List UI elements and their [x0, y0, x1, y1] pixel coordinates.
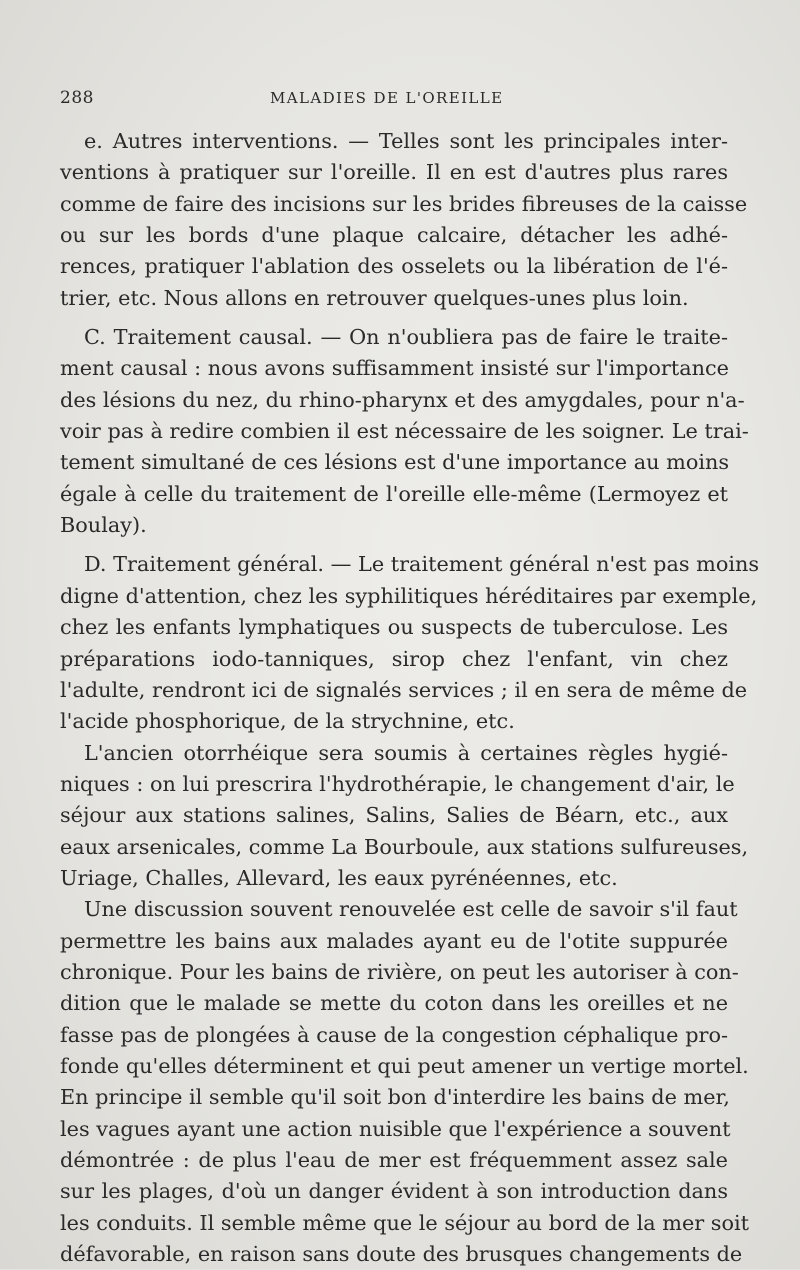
text-line: fonde qu'elles déterminent et qui peut amener un vertige mortel.	[60, 1053, 749, 1078]
text-line: Uriage, Challes, Allevard, les eaux pyrénéennes, etc.	[60, 865, 618, 890]
text-line: eaux arsenicales, comme La Bourboule, aux stations sulfureuses,	[60, 834, 749, 859]
text-line: niques : on lui prescrira l'hydrothérapie, le changement d'air, le	[60, 771, 735, 796]
text-line: fasse pas de plongées à cause de la congestion céphalique pro-	[60, 1022, 728, 1047]
text-line: Une discussion souvent renouvelée est celle de savoir s'il faut	[84, 897, 738, 922]
paragraph-traitement-causal	[60, 322, 749, 541]
text-line: défavorable, en raison sans doute des brusques changements de	[60, 1242, 743, 1267]
text-line: séjour aux stations salines, Salins, Salies de Béarn, etc., aux	[60, 803, 728, 828]
text-line: comme de faire des incisions sur les brides fibreuses de la caisse	[60, 191, 748, 216]
text-line: chronique. Pour les bains de rivière, on peut les autoriser à con-	[60, 959, 739, 984]
text-line: préparations iodo-tanniques, sirop chez l'enfant, vin chez	[60, 646, 728, 671]
text-line: égale à celle du traitement de l'oreille elle-même (Lermoyez et	[60, 481, 728, 506]
text-line: e. Autres interventions. — Telles sont les principales inter-	[84, 129, 728, 153]
paragraph-autres-interventions	[60, 126, 748, 314]
text-line: tement simultané de ces lésions est d'une importance au moins	[60, 450, 730, 475]
running-title: MALADIES DE L'OREILLE	[270, 89, 504, 107]
text-line: L'ancien otorrhéique sera soumis à certaines règles hygié-	[84, 740, 728, 765]
text-line: C. Traitement causal. — On n'oubliera pas de faire le traite-	[84, 325, 728, 350]
text-line: rences, pratiquer l'ablation des osselets ou la libération de l'é-	[60, 254, 728, 279]
paragraph-bains	[60, 894, 750, 1270]
text-line: des lésions du nez, du rhino-pharynx et des amygdales, pour n'a-	[60, 387, 745, 412]
text-line: ou sur les bords d'une plaque calcaire, détacher les adhé-	[60, 223, 728, 248]
text-line: dition que le malade se mette du coton dans les oreilles et ne	[60, 991, 728, 1016]
running-header	[60, 88, 728, 112]
page-number: 288	[60, 88, 94, 108]
text-line: les conduits. Il semble même que le séjour au bord de la mer soit	[60, 1210, 750, 1235]
text-line: trier, etc. Nous allons en retrouver quelques-unes plus loin.	[60, 285, 689, 310]
text-line: Boulay).	[60, 513, 147, 538]
text-line: chez les enfants lymphatiques ou suspects de tuberculose. Les	[60, 615, 728, 640]
text-line: voir pas à redire combien il est nécessaire de les soigner. Le trai-	[60, 419, 749, 444]
text-line: l'acide phosphorique, de la strychnine, etc.	[60, 709, 515, 734]
text-line: En principe il semble qu'il soit bon d'interdire les bains de mer,	[60, 1085, 730, 1110]
text-line: démontrée : de plus l'eau de mer est fréquemment assez sale	[60, 1148, 728, 1172]
text-line: ventions à pratiquer sur l'oreille. Il en est d'autres plus rares	[60, 160, 728, 185]
text-line: ment causal : nous avons suffisamment insisté sur l'importance	[60, 356, 729, 381]
body-text	[60, 126, 760, 1270]
paragraph-traitement-general	[60, 549, 760, 737]
text-line: l'adulte, rendront ici de signalés services ; il en sera de même de	[60, 677, 748, 702]
text-line: sur les plages, d'où un danger évident à son introduction dans	[60, 1179, 728, 1204]
text-line: digne d'attention, chez les syphilitiques héréditaires par exemple,	[60, 583, 758, 608]
text-line: les vagues ayant une action nuisible que l'expérience a souvent	[60, 1116, 731, 1141]
paragraph-regles-hygieniques	[60, 738, 749, 895]
text-line: D. Traitement général. — Le traitement général n'est pas moins	[84, 552, 760, 577]
text-line: permettre les bains aux malades ayant eu de l'otite suppurée	[60, 928, 728, 953]
